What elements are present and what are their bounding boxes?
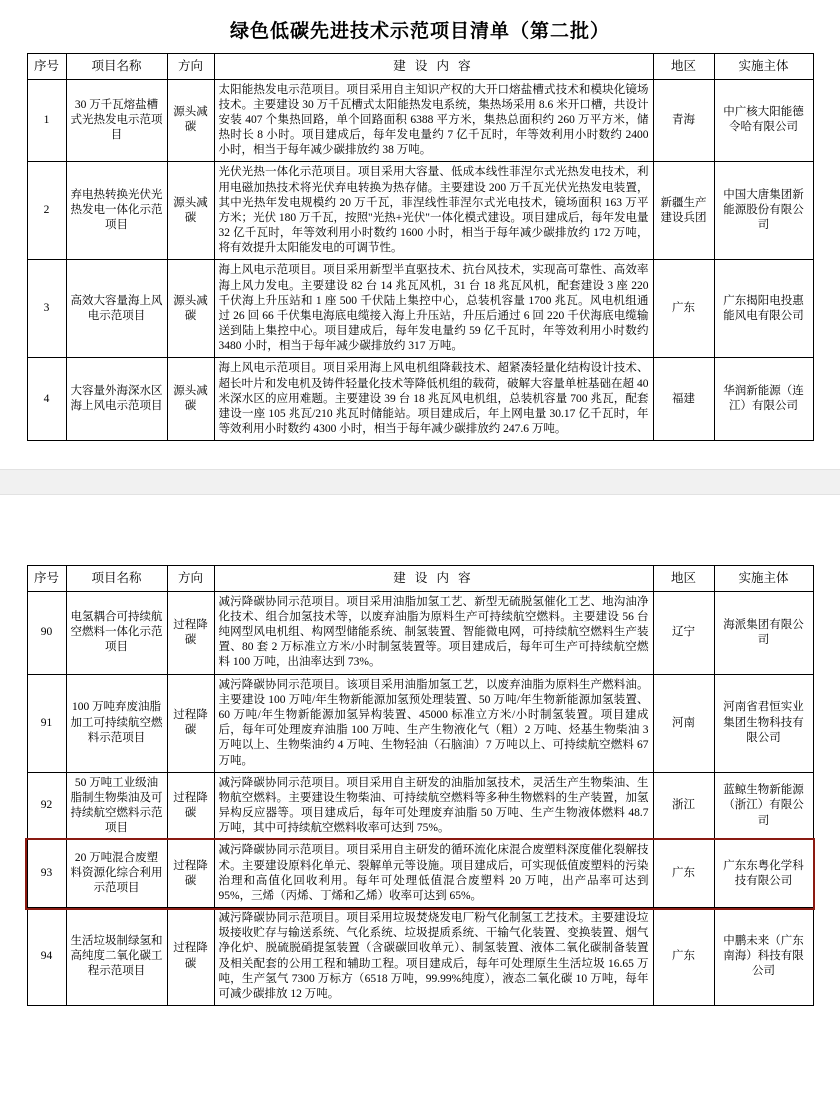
table-header-row: [27, 566, 813, 592]
document-page-2: [0, 495, 840, 1006]
cell-entity: 中广核大阳能德令哈有限公司: [714, 79, 813, 162]
cell-region: 辽宁: [653, 591, 714, 674]
table-header: [27, 54, 813, 80]
cell-seq: 1: [27, 79, 66, 162]
table-row: [27, 674, 813, 772]
cell-content: 减污降碳协同示范项目。该项目采用油脂加氢工艺，以废弃油脂为原料生产燃料油。主要建设 100 万吨/年生物新能源加氢预处理装置、50 万吨/年生物新能源加氢装置、60 万吨/年生物新能源加氢异构装置、45000 标准立方米/小时制氢装置。项目建成后，每年可处理废弃油脂 100 万吨、生产生物液化气（粗）2 万吨、烃基生物柴油 3 万吨以上、生物柴油约 4 万吨、生物轻油（石脑油）7 万吨以上、可持续航空燃料 67 万吨。: [214, 674, 653, 772]
cell-name: 弃电热转换光伏光热发电一体化示范项目: [66, 162, 167, 260]
cell-content: 海上风电示范项目。项目采用新型半直驱技术、抗台风技术，实现高可靠性、高效率海上风力发电。主要建设 82 台 14 兆瓦风机，31 台 18 兆瓦风机，配套建设 3 座 220 千伏海上升压站和 1 座 500 千伏陆上集控中心，总装机容量 1700 兆瓦。风电机组通过 26 回 66 千伏集电海底电缆接入海上升压站，升压后通过 6 回 220 千伏海底电缆输送到陆上集控中心。项目建成后，每年发电量约 59 亿千瓦时，年等效利用小时数约 3480 小时，相当于每年减少碳排放约 317 万吨。: [214, 260, 653, 358]
cell-entity: 广东揭阳电投惠能风电有限公司: [714, 260, 813, 358]
cell-seq: 91: [27, 674, 66, 772]
table-row: [27, 162, 813, 260]
table-row: [27, 908, 813, 1006]
cell-direction: 源头减碳: [167, 162, 214, 260]
page-title: 绿色低碳先进技术示范项目清单（第二批）: [229, 21, 610, 42]
header-seq: 序号: [27, 54, 66, 80]
cell-name: 高效大容量海上风电示范项目: [66, 260, 167, 358]
table-body-part1: [27, 79, 813, 441]
cell-seq: 93: [27, 840, 66, 908]
table-row: [27, 591, 813, 674]
header-content: 建 设 内 容: [214, 566, 653, 592]
cell-direction: 过程降碳: [167, 840, 214, 908]
cell-seq: 2: [27, 162, 66, 260]
header-region: 地区: [653, 566, 714, 592]
cell-name: 生活垃圾制绿氢和高纯度二氧化碳工程示范项目: [66, 908, 167, 1006]
table-row: [27, 772, 813, 840]
cell-entity: 中国大唐集团新能源股份有限公司: [714, 162, 813, 260]
cell-entity: 河南省君恒实业集团生物科技有限公司: [714, 674, 813, 772]
table-row-highlighted: [27, 840, 813, 908]
cell-name: 20 万吨混合废塑料资源化综合利用示范项目: [66, 840, 167, 908]
cell-content: 光伏光热一体化示范项目。项目采用大容量、低成本线性菲涅尔式光热发电技术，利用电磁加热技术将光伏弃电转换为热存储。主要建设 200 万千瓦光伏光热发电装置，其中光热年发电规模约 20 万千瓦，菲涅线性菲涅尔式光电技术，镜场面积 163 万平方米；光伏 180 万千瓦，按照"光热+光伏"一体化模式建设。项目建成后，每年发电量 32 亿千瓦时，年等效利用小时数约 1600 小时，相当于每年减少碳排放约 172 万吨，将有效提升太阳能发电的可调节性。: [214, 162, 653, 260]
cell-direction: 过程降碳: [167, 772, 214, 840]
cell-entity: 中鹏未来（广东南海）科技有限公司: [714, 908, 813, 1006]
table-header-2: [27, 566, 813, 592]
cell-entity: 蓝鲸生物新能源（浙江）有限公司: [714, 772, 813, 840]
header-name: 项目名称: [66, 54, 167, 80]
cell-region: 青海: [653, 79, 714, 162]
cell-name: 50 万吨工业级油脂制生物柴油及可持续航空燃料示范项目: [66, 772, 167, 840]
cell-direction: 过程降碳: [167, 591, 214, 674]
cell-direction: 过程降碳: [167, 908, 214, 1006]
cell-region: 河南: [653, 674, 714, 772]
table-row: [27, 358, 813, 441]
cell-seq: 3: [27, 260, 66, 358]
cell-name: 30 万千瓦熔盐槽式光热发电示范项目: [66, 79, 167, 162]
header-region: 地区: [653, 54, 714, 80]
cell-direction: 源头减碳: [167, 79, 214, 162]
header-entity: 实施主体: [714, 566, 813, 592]
cell-direction: 过程降碳: [167, 674, 214, 772]
cell-seq: 90: [27, 591, 66, 674]
header-content: 建 设 内 容: [214, 54, 653, 80]
cell-region: 广东: [653, 908, 714, 1006]
header-name: 项目名称: [66, 566, 167, 592]
cell-entity: 海派集团有限公司: [714, 591, 813, 674]
table-row: [27, 260, 813, 358]
header-direction: 方向: [167, 566, 214, 592]
cell-entity: 广东东粤化学科技有限公司: [714, 840, 813, 908]
table-header-row: [27, 54, 813, 80]
header-direction: 方向: [167, 54, 214, 80]
project-table-part1: [27, 53, 814, 441]
page-break-divider: [0, 469, 840, 495]
cell-content: 减污降碳协同示范项目。项目采用自主研发的循环流化床混合废塑料深度催化裂解技术。主要建设原料化单元、裂解单元等设施。项目建成后，可实现低值废塑料的污染治理和高值化回收利用。每年可处理低值混合废塑料 20 万吨，出产品率可达到 95%，三烯（丙烯、丁烯和乙烯）收率可达到 65%。: [214, 840, 653, 908]
cell-region: 新疆生产建设兵团: [653, 162, 714, 260]
cell-name: 大容量外海深水区海上风电示范项目: [66, 358, 167, 441]
cell-content: 减污降碳协同示范项目。项目采用油脂加氢工艺、新型无硫脱氢催化工艺、地沟油净化技术、组合加氢技术等，以废弃油脂为原料生产可持续航空燃料。主要建设 56 台纯网型风电机组、构网型储能系统、制氢装置、智能微电网，可持续航空燃料生产装置、80 套 2 万标准立方米/小时制氢装置等。项目建成后，每年可生产可持续航空燃料 100 万吨，出油率达到 73%。: [214, 591, 653, 674]
cell-region: 广东: [653, 260, 714, 358]
table-row: [27, 79, 813, 162]
cell-direction: 源头减碳: [167, 260, 214, 358]
header-seq: 序号: [27, 566, 66, 592]
cell-content: 海上风电示范项目。项目采用海上风电机组降载技术、超紧凑轻量化结构设计技术、超长叶片和发电机及铸件轻量化技术等降低机组的载荷，破解大容量单桩基础在超 40 米深水区的应用难题。主要建设 39 台 18 兆瓦风电机组，总装机容量 700 兆瓦，配套建设一座 105 兆瓦/210 兆瓦时储能站。项目建成后，年上网电量 30.17 亿千瓦时，年等效利用小时数约 4300 小时，相当于每年减少碳排放约 247.6 万吨。: [214, 358, 653, 441]
cell-seq: 94: [27, 908, 66, 1006]
cell-name: 电氢耦合可持续航空燃料一体化示范项目: [66, 591, 167, 674]
cell-region: 福建: [653, 358, 714, 441]
cell-seq: 92: [27, 772, 66, 840]
project-table-part2: [27, 565, 814, 1006]
cell-region: 浙江: [653, 772, 714, 840]
cell-content: 减污降碳协同示范项目。项目采用垃圾焚烧发电厂粉气化制氢工艺技术。主要建设垃圾接收贮存与输送系统、气化系统、垃圾提质系统、干输气化装置、变换装置、烟气净化炉、脱硫脱硝提氢装置（含碳碳回收单元）、制氢装置、液体二氧化碳制备装置及相关配套的公用工程和辅助工程。项目建成后，每年可处理原生生活垃圾 16.65 万吨，生产氢气 7300 万标方（6518 万吨，99.99%纯度），液态二氧化碳 10 万吨，每年可减少碳排放 12 万吨。: [214, 908, 653, 1006]
cell-direction: 源头减碳: [167, 358, 214, 441]
table-body-part2: [27, 591, 813, 1005]
cell-content: 太阳能热发电示范项目。项目采用自主知识产权的大开口熔盐槽式技术和模块化镜场技术。主要建设 30 万千瓦槽式太阳能热发电系统，集热场采用 8.6 米开口槽，共设计安装 407 个集热回路，单个回路面积 6388 平方米，集热总面积约 260 万平方米，储热时长 8 小时。项目建成后，每年发电量约 7 亿千瓦时，年等效利用小时数约 2400 小时，相当于每年减少碳排放约 38 万吨。: [214, 79, 653, 162]
header-entity: 实施主体: [714, 54, 813, 80]
cell-seq: 4: [27, 358, 66, 441]
cell-content: 减污降碳协同示范项目。项目采用自主研发的油脂加氢技术，灵活生产生物柴油、生物航空燃料。主要建设生物柴油、可持续航空燃料等多种生物燃料的生产装置，加氢异构反应器等。项目建成后，每年可处理废弃油脂 50 万吨、生产生物液体燃料 48.7 万吨，其中可持续航空燃料收率可达到 75%。: [214, 772, 653, 840]
cell-name: 100 万吨弃废油脂加工可持续航空燃料示范项目: [66, 674, 167, 772]
cell-region: 广东: [653, 840, 714, 908]
cell-entity: 华润新能源（连江）有限公司: [714, 358, 813, 441]
